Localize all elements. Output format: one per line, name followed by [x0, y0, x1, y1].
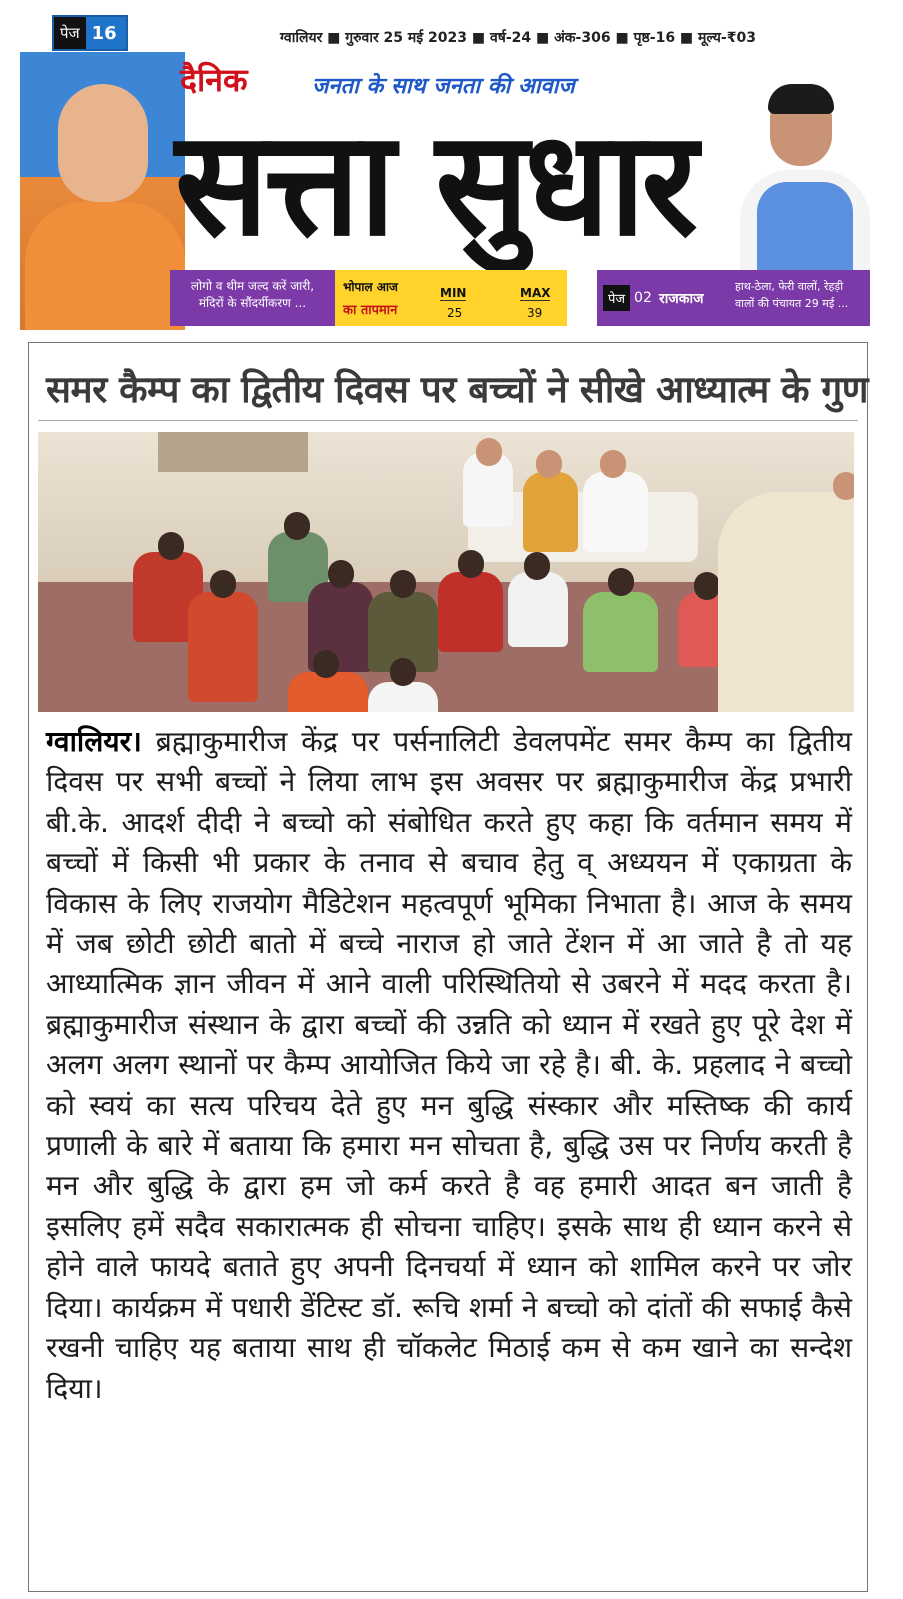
weather-city: भोपाल आज [343, 280, 398, 294]
portrait-left [20, 52, 185, 330]
dainik-label: दैनिक [180, 61, 248, 99]
page-badge-right-label: पेज [603, 285, 630, 311]
min-temp-label: MIN [440, 286, 467, 300]
section-name: राजकाज [659, 291, 704, 307]
max-temp-value: 39 [527, 306, 543, 320]
info-strip [170, 270, 870, 326]
newspaper-brand: सत्ता सुधार [175, 99, 694, 269]
dateline: ग्वालियर। [46, 725, 142, 758]
strip-left-headline: लोगो व थीम जल्द करें जारी, मंदिरों के सौंदर्यीकरण ... [170, 270, 335, 326]
strip-right-headline: हाथ-ठेला, फेरी वालों, रेहड़ी वालों की पंचायत 29 मई ... [735, 280, 849, 310]
masthead [0, 0, 903, 335]
article-body [46, 722, 852, 1409]
article-headline: समर कैम्प का द्वितीय दिवस पर बच्चों ने सीखे आध्यात्म के गुण [46, 368, 868, 411]
weather-box [335, 270, 567, 326]
tagline: जनता के साथ जनता की आवाज [312, 74, 575, 99]
min-temp-value: 25 [447, 306, 463, 320]
page-badge-right [603, 284, 652, 312]
article-body-text: ब्रह्माकुमारीज केंद्र पर पर्सनालिटी डेवलपमेंट समर कैम्प का द्वितीय दिवस पर सभी बच्चों ने लिया लाभ इस अवसर पर ब्रह्माकुमारीज केंद्र प्रभारी बी.के. आदर्श दीदी ने बच्चो को संबोधित करते हुए कहा कि वर्तमान समय में बच्चों में किसी भी प्रकार के तनाव से बचाव हेतु व् अध्ययन में एकाग्रता के विकास के लिए राजयोग मैडिटेशन महत्वपूर्ण भूमिका निभाता है। आज के समय में जब छोटी छोटी बातो में बच्चे नाराज हो जाते टेंशन में आ जाते है तो यह आध्यात्मिक ज्ञान जीवन में आने वाली परिस्थितियो से उबरने में मदद करता है। ब्रह्माकुमारीज संस्थान के द्वारा बच्चों की उन्नति को ध्यान में रखते हुए पूरे देश में अलग अलग स्थानों पर कैम्प आयोजित किये जा रहे है। बी. के. प्रहलाद ने बच्चो को स्वयं का सत्य परिचय देते हुए मन बुद्धि संस्कार और मस्तिष्क की कार्य प्रणाली के बारे में बताया कि हमारा मन सोचता है, बुद्धि उस पर निर्णय करती है मन और बुद्धि के द्वारा हम जो कर्म करते है वह हमारी आदत बन जाती है इसलिए हमें सदैव सकारात्मक ही सोचना चाहिए। इसके साथ ही ध्यान करने से होने वाले फायदे बताते हुए अपनी दिनचर्या में ध्यान को शामिल करने पर जोर दिया। कार्यक्रम में पधारी डेंटिस्ट डॉ. रूचि शर्मा ने बच्चो को दांतों की सफाई कैसे रखनी चाहिए यह बताया साथ ही चॉकलेट मिठाई कम से कम खाने का सन्देश दिया। [46, 725, 852, 1405]
page-badge-number: 16 [91, 22, 117, 44]
max-temp-label: MAX [520, 286, 551, 300]
weather-label: का तापमान [343, 303, 398, 318]
edition-meta-line: ग्वालियर ■ गुरुवार 25 मई 2023 ■ वर्ष-24 ■ अंक-306 ■ पृष्ठ-16 ■ मूल्य-₹03 [280, 30, 756, 46]
article-photo [38, 432, 854, 712]
headline-divider [38, 420, 858, 421]
page-badge-label: पेज [54, 17, 86, 49]
portrait-right [735, 82, 870, 272]
page-badge [52, 15, 128, 51]
strip-right [597, 270, 870, 326]
page-badge-right-number: 02 [634, 290, 652, 306]
